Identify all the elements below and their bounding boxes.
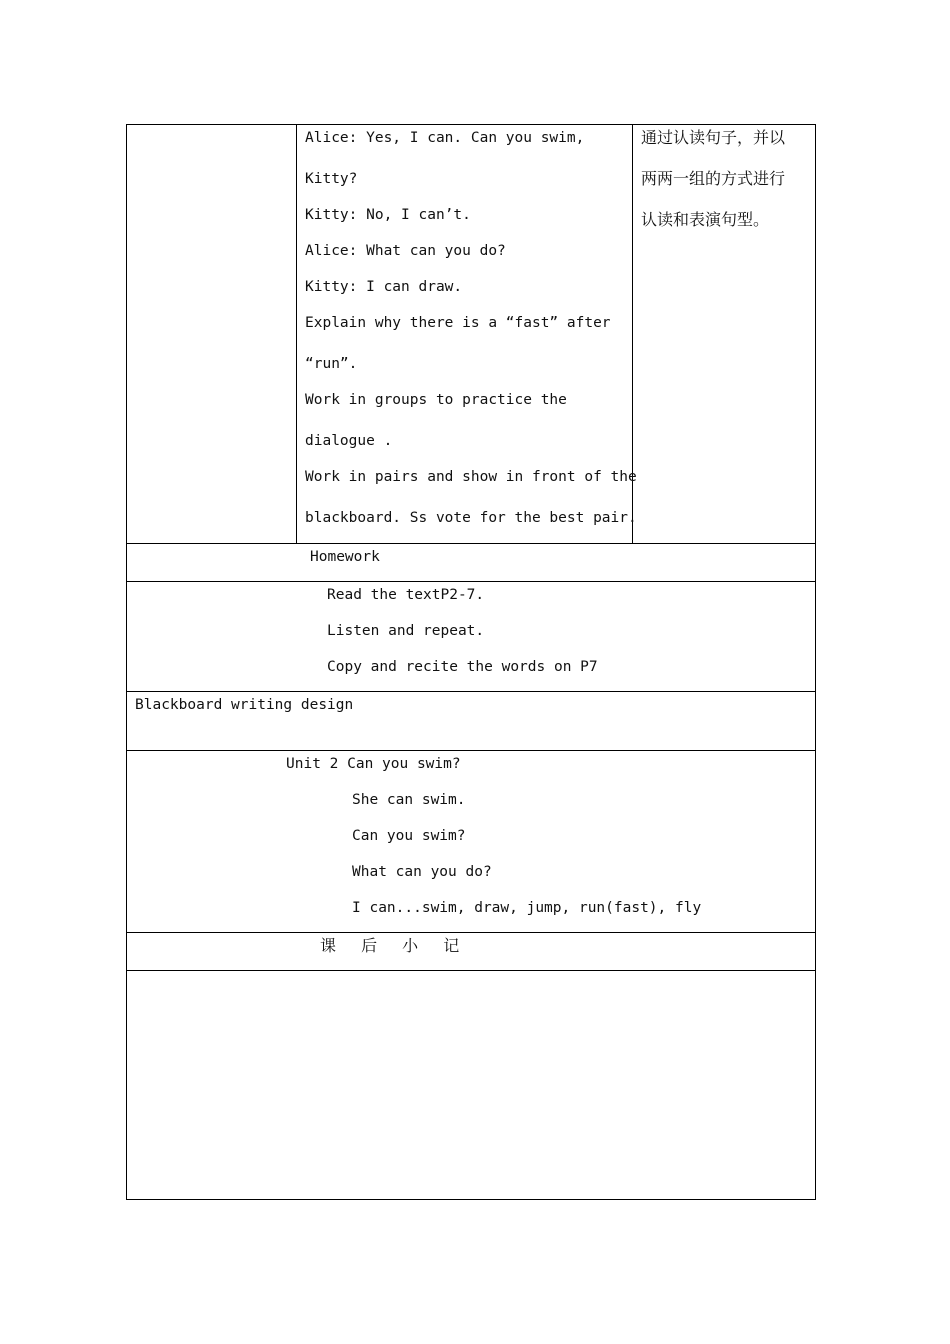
- purpose-line: 两两一组的方式进行: [641, 169, 786, 188]
- homework-item: Copy and recite the words on P7: [327, 659, 598, 675]
- notes-title: 课 后 小 记: [320, 936, 470, 955]
- blackboard-line: Can you swim?: [352, 828, 466, 844]
- homework-item: Read the textP2-7.: [327, 587, 485, 603]
- homework-title: Homework: [310, 549, 380, 565]
- dialogue-line: blackboard. Ss vote for the best pair.: [305, 510, 637, 526]
- table-border-top: [126, 124, 816, 125]
- row-divider-blackboard: [126, 691, 816, 692]
- homework-item: Listen and repeat.: [327, 623, 485, 639]
- blackboard-line: She can swim.: [352, 792, 466, 808]
- table-border-right: [815, 124, 816, 1200]
- dialogue-line: Alice: Yes, I can. Can you swim,: [305, 130, 585, 146]
- column-divider-1: [296, 124, 297, 544]
- row-divider-homework-content: [126, 581, 816, 582]
- purpose-line: 通过认读句子，并以: [641, 128, 786, 147]
- dialogue-line: dialogue .: [305, 433, 393, 449]
- row-divider-homework: [126, 543, 816, 544]
- blackboard-unit-title: Unit 2 Can you swim?: [286, 756, 461, 772]
- dialogue-line: Kitty: No, I can’t.: [305, 207, 471, 223]
- row-divider-blackboard-content: [126, 750, 816, 751]
- dialogue-line: Work in pairs and show in front of the: [305, 469, 637, 485]
- blackboard-line: I can...swim, draw, jump, run(fast), fly: [352, 900, 702, 916]
- dialogue-line: Kitty?: [305, 171, 358, 187]
- notes-area: [127, 971, 815, 1199]
- row-divider-notes: [126, 932, 816, 933]
- dialogue-line: Work in groups to practice the: [305, 392, 567, 408]
- dialogue-line: Alice: What can you do?: [305, 243, 506, 259]
- purpose-line: 认读和表演句型。: [641, 210, 770, 229]
- dialogue-line: Kitty: I can draw.: [305, 279, 463, 295]
- dialogue-line: “run”.: [305, 356, 358, 372]
- table-border-bottom: [126, 1199, 816, 1200]
- dialogue-line: Explain why there is a “fast” after: [305, 315, 611, 331]
- blackboard-line: What can you do?: [352, 864, 492, 880]
- blackboard-title: Blackboard writing design: [135, 697, 354, 713]
